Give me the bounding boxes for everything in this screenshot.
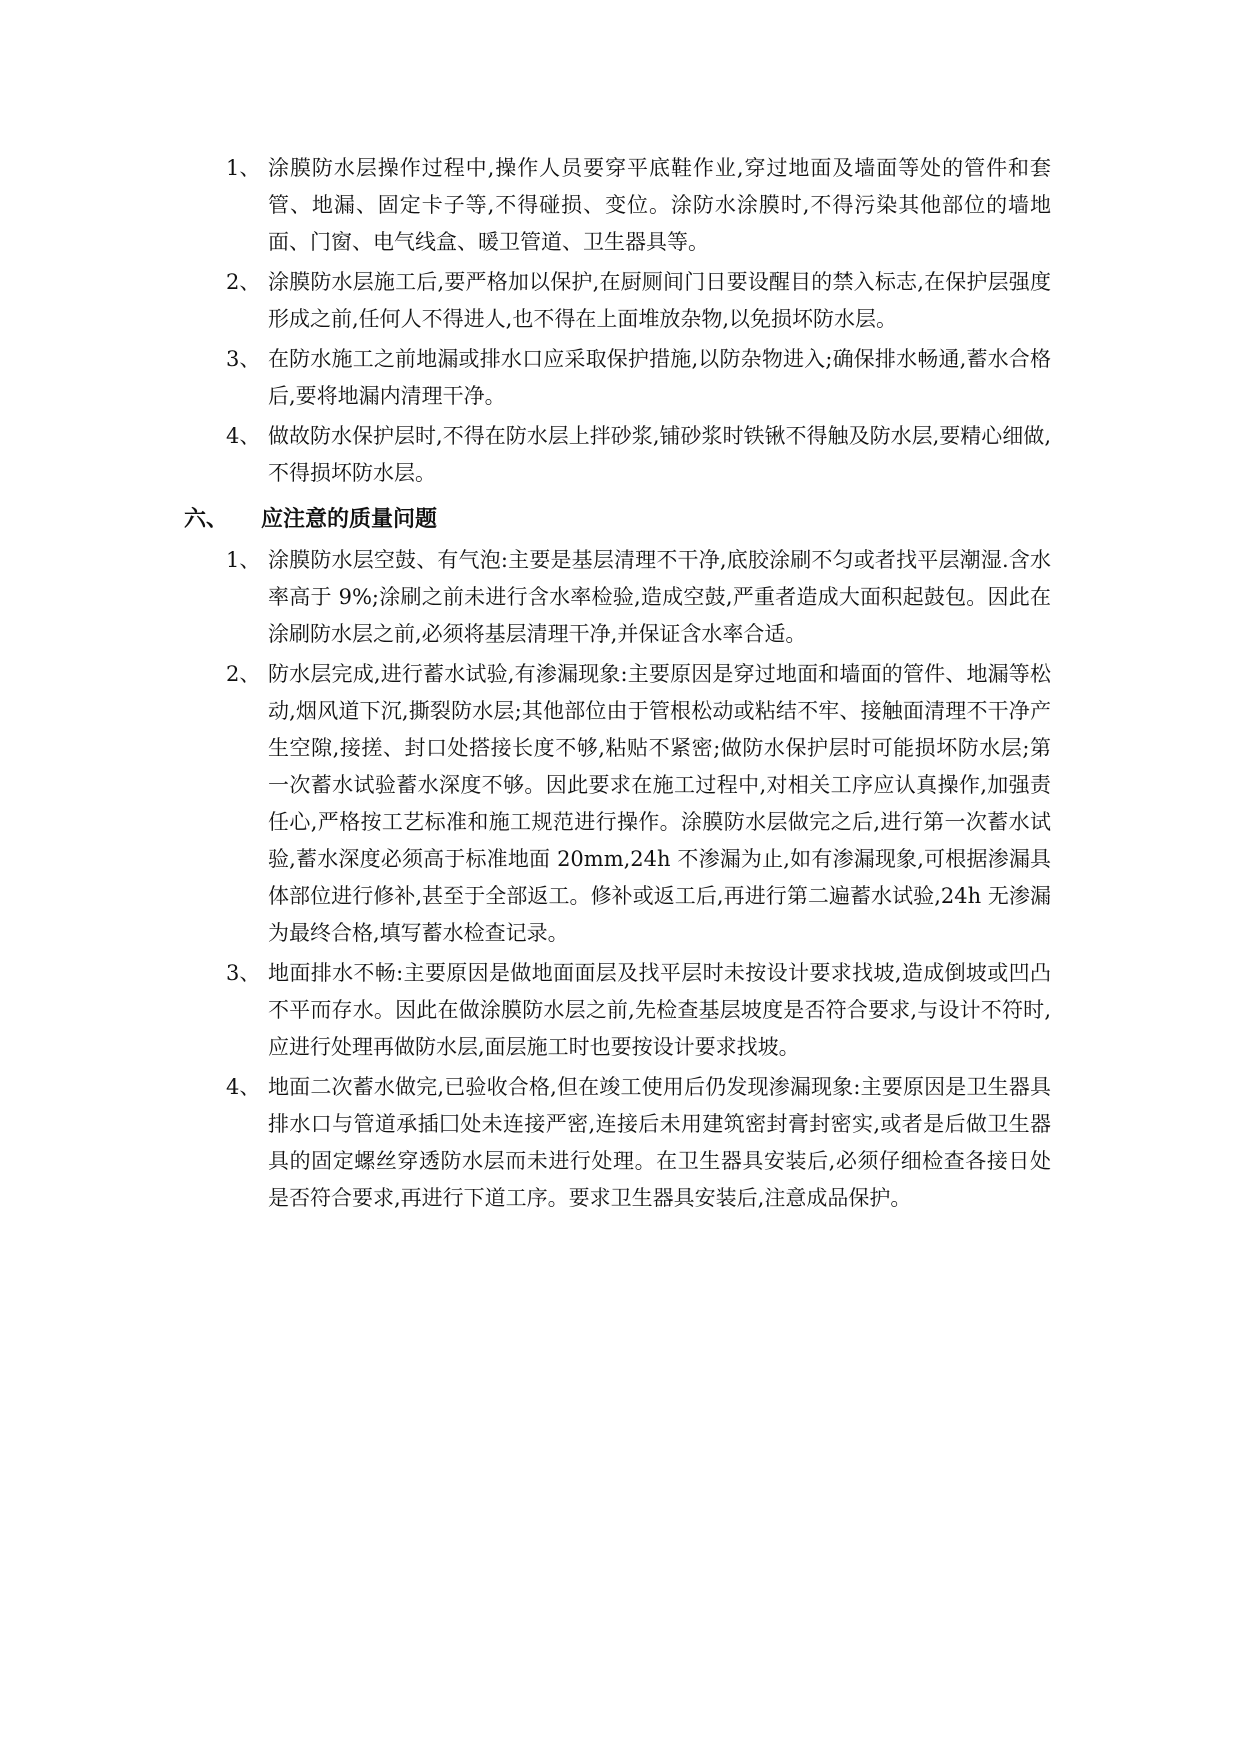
- document-body: [0, 150, 1241, 1220]
- list-item-number: 2、: [226, 662, 261, 686]
- list-item-text: 防水层完成,进行蓄水试验,有渗漏现象:主要原因是穿过地面和墙面的管件、地漏等松动,烟风道下沉,撕裂防水层;其他部位由于管根松动或粘结不牢、接触面清理不干净产生空隙,接搓、封口处搭接长度不够,粘贴不紧密;做防水保护层时可能损坏防水层;第一次蓄水试验蓄水深度不够。因此要求在施工过程中,对相关工序应认真操作,加强责任心,严格按工艺标准和施工规范进行操作。涂膜防水层做完之后,进行第一次蓄水试验,蓄水深度必须高于标准地面 20mm,24h 不渗漏为止,如有渗漏现象,可根据渗漏具体部位进行修补,甚至于全部返工。修补或返工后,再进行第二遍蓄水试验,24h 无渗漏为最终合格,填写蓄水检查记录。: [268, 662, 1051, 945]
- list-item-text: 涂膜防水层空鼓、有气泡:主要是基层清理不干净,底胶涂刷不匀或者找平层潮湿.含水率高于 9%;涂刷之前未进行含水率检验,造成空鼓,严重者造成大面积起鼓包。因此在涂刷防水层之前,必须将基层清理干净,并保证含水率合适。: [268, 548, 1051, 646]
- list-item-text: 地面排水不畅:主要原因是做地面面层及找平层时未按设计要求找坡,造成倒坡或凹凸不平而存水。因此在做涂膜防水层之前,先检查基层坡度是否符合要求,与设计不符时,应进行处理再做防水层,面层施工时也要按设计要求找坡。: [268, 961, 1051, 1059]
- list-item: [0, 1069, 1241, 1217]
- list-item-text: 地面二次蓄水做完,已验收合格,但在竣工使用后仍发现渗漏现象:主要原因是卫生器具排水口与管道承插囗处未连接严密,连接后未用建筑密封膏封密实,或者是后做卫生器具的固定螺丝穿透防水层而未进行处理。在卫生器具安装后,必须仔细检查各接日处是否符合要求,再进行下道工序。要求卫生器具安装后,注意成品保护。: [268, 1075, 1051, 1210]
- list-item-text: 涂膜防水层操作过程中,操作人员要穿平底鞋作业,穿过地面及墙面等处的管件和套管、地漏、固定卡子等,不得碰损、变位。涂防水涂膜时,不得污染其他部位的墙地面、门窗、电气线盒、暖卫管道、卫生器具等。: [268, 156, 1051, 254]
- list-item: [0, 955, 1241, 1066]
- section-title: 应注意的质量问题: [261, 507, 438, 532]
- list-item: [0, 341, 1241, 415]
- list-item-text: 在防水施工之前地漏或排水口应采取保护措施,以防杂物进入;确保排水畅通,蓄水合格后,要将地漏内清理干净。: [268, 347, 1051, 408]
- list-item: [0, 542, 1241, 653]
- list-item: [0, 150, 1241, 261]
- list-item: [0, 418, 1241, 492]
- list-item: [0, 264, 1241, 338]
- list-item-text: 做故防水保护层时,不得在防水层上拌砂浆,铺砂浆时铁锹不得触及防水层,要精心细做,不得损坏防水层。: [268, 424, 1051, 485]
- list-item-number: 1、: [226, 156, 261, 180]
- section-heading: [0, 500, 1241, 540]
- list-item-text: 涂膜防水层施工后,要严格加以保护,在厨厕间门日要设醒目的禁入标志,在保护层强度形成之前,任何人不得进人,也不得在上面堆放杂物,以免损坏防水层。: [268, 270, 1051, 331]
- list-item-number: 4、: [226, 1075, 261, 1099]
- section-number: 六、: [184, 507, 229, 532]
- list-item-number: 1、: [226, 548, 261, 572]
- list-item-number: 2、: [226, 270, 261, 294]
- list-item-number: 4、: [226, 424, 261, 448]
- list-item: [0, 656, 1241, 952]
- list-item-number: 3、: [226, 961, 261, 985]
- list-item-number: 3、: [226, 347, 261, 371]
